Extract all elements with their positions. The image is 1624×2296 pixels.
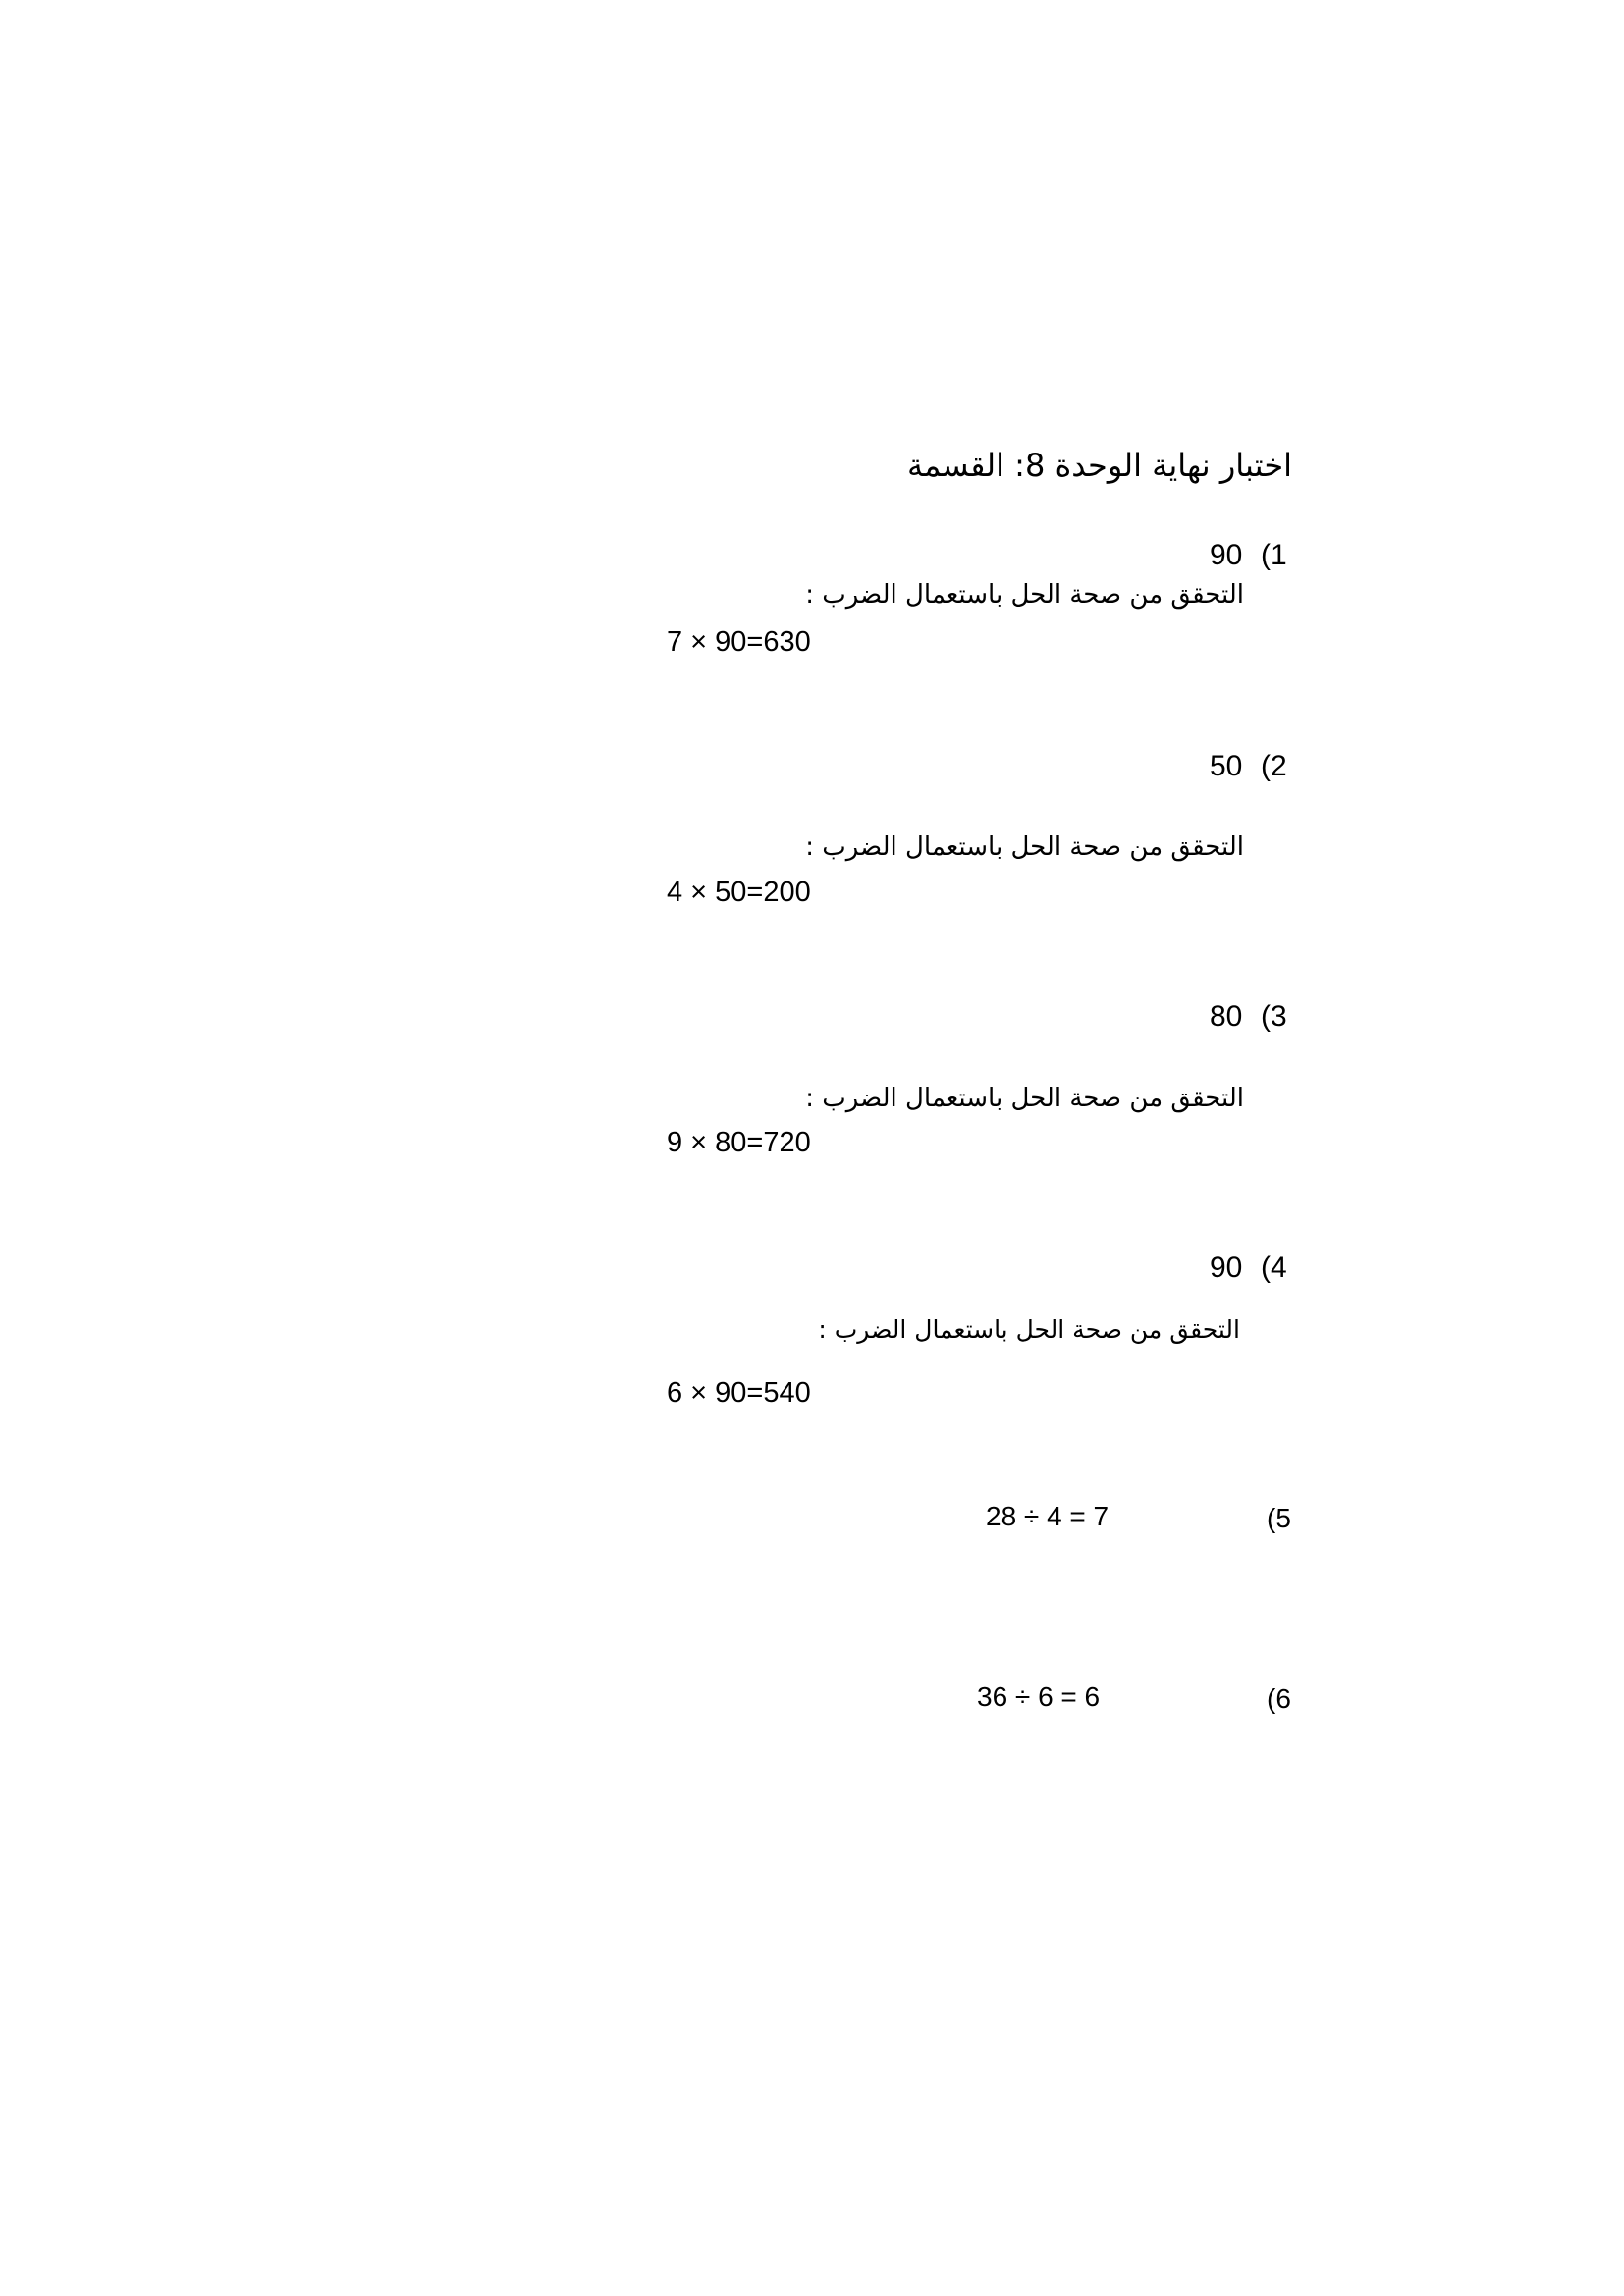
item-1-answer: 90 xyxy=(1210,539,1243,571)
item-4-check-label: التحقق من صحة الحل باستعمال الضرب : xyxy=(818,1315,1240,1344)
item-2-marker: (2 xyxy=(1261,750,1287,782)
item-2-check-equation: 4 × 50=200 xyxy=(667,877,811,908)
item-4-marker: (4 xyxy=(1261,1252,1287,1284)
item-5-marker: (5 xyxy=(1267,1503,1291,1533)
item-1-check-label: التحقق من صحة الحل باستعمال الضرب : xyxy=(805,580,1244,610)
item-3-check-label: التحقق من صحة الحل باستعمال الضرب : xyxy=(805,1084,1244,1113)
item-2-check-label: التحقق من صحة الحل باستعمال الضرب : xyxy=(805,832,1244,862)
item-1-marker: (1 xyxy=(1261,539,1287,571)
page-title: اختبار نهاية الوحدة 8: القسمة xyxy=(906,447,1292,484)
item-3-marker: (3 xyxy=(1261,1000,1287,1033)
item-4-answer: 90 xyxy=(1210,1252,1243,1284)
item-5-equation: 28 ÷ 4 = 7 xyxy=(986,1501,1110,1531)
item-1-check-equation: 7 × 90=630 xyxy=(667,626,811,658)
item-3-check-equation: 9 × 80=720 xyxy=(667,1127,811,1158)
item-4-check-equation: 6 × 90=540 xyxy=(667,1377,811,1409)
item-6-marker: (6 xyxy=(1267,1683,1291,1714)
item-3-answer: 80 xyxy=(1210,1000,1243,1033)
item-2-answer: 50 xyxy=(1210,750,1243,782)
item-6-equation: 36 ÷ 6 = 6 xyxy=(977,1682,1101,1712)
